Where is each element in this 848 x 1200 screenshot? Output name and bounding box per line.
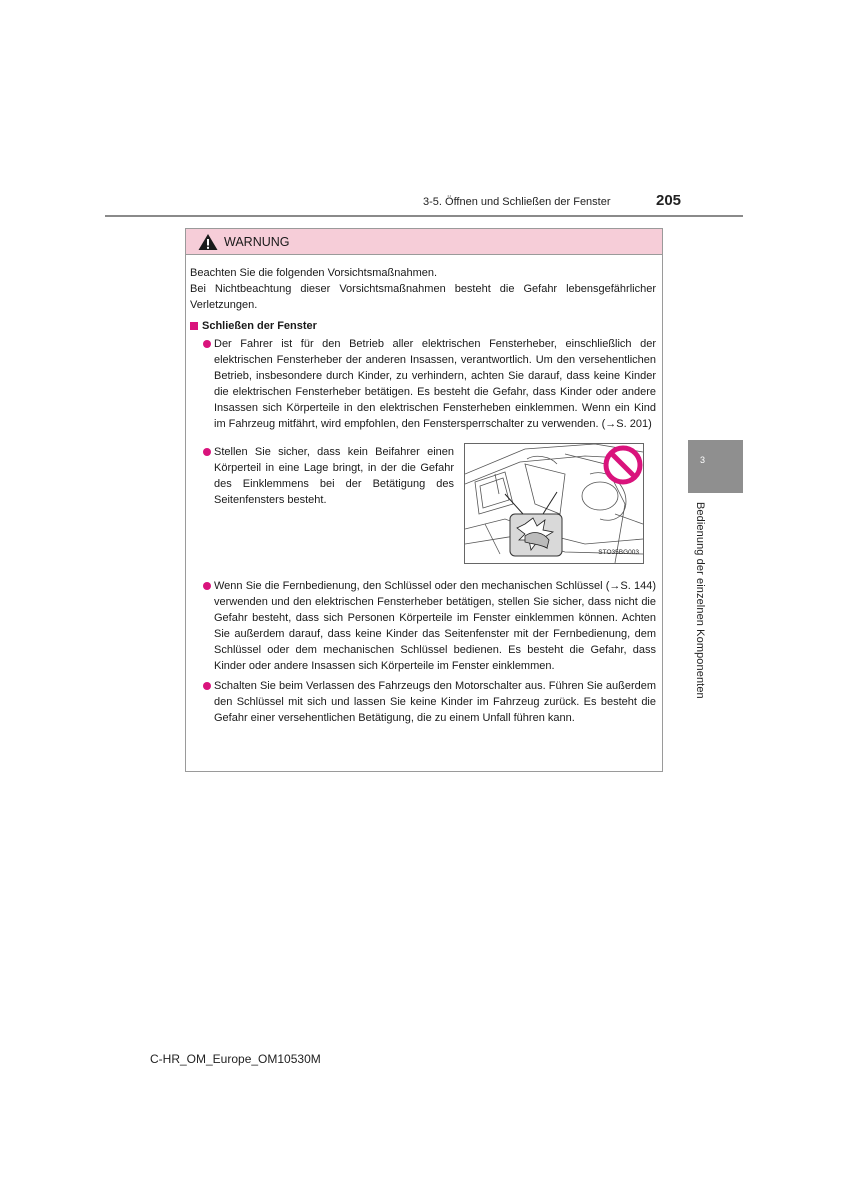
- list-item-with-figure: [190, 444, 656, 574]
- prohibition-icon: [606, 448, 640, 482]
- list-item-text: Der Fahrer ist für den Betrieb aller elektrischen Fensterheber, einschließlich der elektrischen Fensterheber der anderen Insassen, verantwortlich. Um den versehentlichen Betrieb, insbesondere durch Kinder, zu verhindern, achten Sie darauf, dass keine Kinder die elektrischen Fensterheber betätigen. Es besteht die Gefahr, dass Kinder oder andere Insassen sich Körperteile in den elektrischen Fensterheben einklemmen. Wenn ein Kind im Fahrzeug mitfährt, wird empfohlen, den Fenstersperrschalter zu verwenden. (→S. 201): [214, 338, 656, 430]
- warning-box: [185, 228, 663, 772]
- list-item: [190, 678, 656, 726]
- chapter-tab: [688, 440, 743, 493]
- list-item-text: Wenn Sie die Fernbedienung, den Schlüssel oder den mechanischen Schlüssel (→S. 144) verwenden und den elektrischen Fensterheber betätigen, stellen Sie sicher, dass nicht die Gefahr besteht, dass sich Personen Körperteile im Fenster einklemmen können. Achten Sie außerdem darauf, dass keine Kinder das Seitenfenster mit der Fernbedienung, dem Schlüssel oder dem mechanischen Schlüssel bedienen. Es besteht die Gefahr, dass Kinder oder andere Insassen sich Körperteile im Fenster einklemmen.: [214, 580, 656, 672]
- chapter-title: Bedienung der einzelnen Komponenten: [694, 502, 706, 699]
- warning-content: [190, 265, 656, 726]
- chapter-number: 3: [700, 455, 706, 465]
- figure-passenger-window: [464, 443, 644, 564]
- intro-line-1: Beachten Sie die folgenden Vorsichtsmaßnahmen.: [190, 267, 438, 279]
- list-item: [190, 444, 454, 508]
- list-item-text: Stellen Sie sicher, dass kein Beifahrer einen Körperteil in eine Lage bringt, in der die Gefahr des Einklemmens bei der Betätigung des Seitenfensters besteht.: [214, 446, 454, 506]
- figure-code: STO35BG003: [598, 549, 639, 556]
- bullet-dot-icon: [203, 340, 211, 348]
- warning-header: [186, 229, 662, 255]
- list-item: [190, 336, 656, 432]
- square-bullet-icon: [190, 322, 198, 330]
- header-rule: [105, 215, 743, 217]
- footer-code: C-HR_OM_Europe_OM10530M: [150, 1052, 321, 1066]
- intro-line-2: Bei Nichtbeachtung dieser Vorsichtsmaßnahmen besteht die Gefahr lebensgefährlicher Verletzungen.: [190, 283, 656, 311]
- bullet-dot-icon: [203, 682, 211, 690]
- page-number: 205: [656, 192, 682, 209]
- list-item-text: Schalten Sie beim Verlassen des Fahrzeugs den Motorschalter aus. Führen Sie außerdem den Schlüssel mit sich und lassen Sie keine Kinder im Fahrzeug zurück. Es besteht die Gefahr einer versehentlichen Betätigung, die zu einem Unfall führen kann.: [214, 680, 656, 724]
- warning-title: WARNUNG: [224, 234, 290, 249]
- header-section: 3-5. Öffnen und Schließen der Fenster: [423, 196, 611, 208]
- section-heading: [190, 318, 656, 334]
- bullet-dot-icon: [203, 448, 211, 456]
- warning-intro: [190, 265, 656, 313]
- section-heading-text: Schließen der Fenster: [202, 320, 317, 332]
- bullet-dot-icon: [203, 582, 211, 590]
- list-item: [190, 578, 656, 674]
- warning-triangle-icon: [198, 233, 218, 251]
